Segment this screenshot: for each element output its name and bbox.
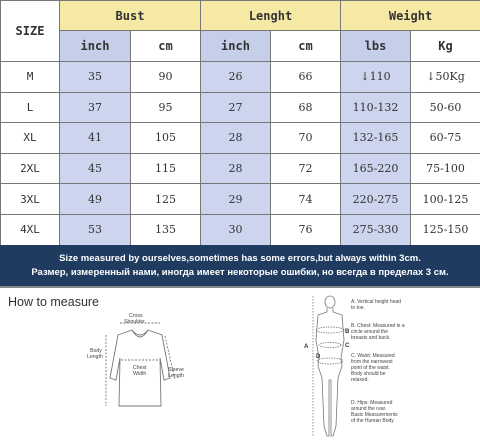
label-cross: Cross [129, 313, 143, 319]
notice-russian: Размер, измеренный нами, иногда имеет некоторые ошибки, но всегда в пределах 3 см. [31, 267, 449, 278]
how-to-measure-panel [0, 286, 480, 441]
note-b-line1: B. Chest: Measured in a [351, 323, 405, 329]
table-row [1, 184, 480, 215]
letter-b: B [345, 329, 350, 335]
length-cm-cell: 76 [271, 214, 341, 245]
size-cell: M [1, 62, 60, 93]
bust-cm-cell: 95 [131, 92, 201, 123]
body-figure [313, 296, 344, 437]
label-body: Body [90, 348, 102, 354]
size-cell: 2XL [1, 153, 60, 184]
note-b-line3: breasts and back. [351, 335, 391, 341]
weight-kg-cell: ↓50Kg [411, 62, 480, 93]
label-width: Width [133, 371, 147, 377]
weight-lbs-cell: 110-132 [341, 92, 411, 123]
length-cm-cell: 68 [271, 92, 341, 123]
bust-inch-cell: 45 [60, 153, 131, 184]
table-row [1, 123, 480, 154]
bust-inch-cell: 35 [60, 62, 131, 93]
note-d-line1: D. Hips: Measured [351, 400, 393, 406]
note-c-line2: from the narrowest [351, 359, 393, 365]
note-a-line1: A. Vertical height head [351, 299, 402, 305]
length-cm-cell: 74 [271, 184, 341, 215]
note-c-line5: relaxed. [351, 377, 369, 383]
length-inch-cell: 29 [201, 184, 271, 215]
header-length: Lenght [201, 1, 341, 31]
note-b-line2: circle around the [351, 329, 388, 335]
measure-notes [351, 299, 405, 424]
weight-lbs-cell: 275-330 [341, 214, 411, 245]
label-chest: Chest [133, 365, 147, 371]
waist-circle [319, 343, 341, 348]
notice-english: Size measured by ourselves,sometimes has some errors,but always within 3cm. [59, 253, 421, 264]
table-row [1, 153, 480, 184]
head-icon [325, 296, 335, 308]
label-sleeve-length: Length [168, 373, 184, 379]
letter-a: A [304, 344, 309, 350]
note-d-line4: of the Human Body [351, 418, 394, 424]
measurement-notice [0, 245, 480, 286]
bust-inch-cell: 41 [60, 123, 131, 154]
bust-inch-cell: 53 [60, 214, 131, 245]
bust-inch-cell: 37 [60, 92, 131, 123]
length-inch-cell: 26 [201, 62, 271, 93]
header-bust: Bust [60, 1, 201, 31]
bust-cm-cell: 125 [131, 184, 201, 215]
weight-kg-cell: 60-75 [411, 123, 480, 154]
weight-kg-cell: 100-125 [411, 184, 480, 215]
chest-circle [316, 327, 344, 333]
length-cm-cell: 72 [271, 153, 341, 184]
body-outline-icon [316, 308, 344, 436]
weight-lbs-cell: 220-275 [341, 184, 411, 215]
length-inch-cell: 30 [201, 214, 271, 245]
weight-lbs-cell: 132-165 [341, 123, 411, 154]
table-row [1, 62, 480, 93]
bust-inch-cell: 49 [60, 184, 131, 215]
unit-weight-lbs: lbs [341, 31, 411, 62]
note-a-line2: to toe. [351, 305, 365, 311]
size-cell: 3XL [1, 184, 60, 215]
weight-lbs-cell: 165-220 [341, 153, 411, 184]
unit-length-inch: inch [201, 31, 271, 62]
length-inch-cell: 28 [201, 123, 271, 154]
label-body-length: Length [87, 354, 103, 360]
hips-circle [317, 358, 343, 364]
length-cm-cell: 66 [271, 62, 341, 93]
how-to-measure-title: How to measure [8, 295, 100, 309]
length-inch-cell: 27 [201, 92, 271, 123]
unit-length-cm: cm [271, 31, 341, 62]
weight-kg-cell: 75-100 [411, 153, 480, 184]
unit-weight-kg: Kg [411, 31, 480, 62]
note-d-line2: around the rear. [351, 406, 387, 412]
header-row-units [1, 31, 480, 62]
label-shoulder: Shoulder [124, 319, 145, 325]
weight-kg-cell: 125-150 [411, 214, 480, 245]
header-size: SIZE [1, 1, 60, 62]
label-sleeve: Sleeve [168, 367, 184, 373]
bust-cm-cell: 105 [131, 123, 201, 154]
table-row [1, 92, 480, 123]
measurement-diagrams [0, 288, 480, 441]
header-row-groups [1, 1, 480, 31]
note-d-line3: Basic Measurements [351, 412, 398, 418]
note-c-line4: Body should be [351, 371, 386, 377]
unit-bust-inch: inch [60, 31, 131, 62]
header-weight: Weight [341, 1, 480, 31]
weight-lbs-cell: ↓110 [341, 62, 411, 93]
unit-bust-cm: cm [131, 31, 201, 62]
bust-cm-cell: 135 [131, 214, 201, 245]
bust-cm-cell: 90 [131, 62, 201, 93]
weight-kg-cell: 50-60 [411, 92, 480, 123]
size-cell: 4XL [1, 214, 60, 245]
letter-c: C [345, 343, 350, 349]
shirt-collar-icon [132, 330, 148, 337]
length-cm-cell: 70 [271, 123, 341, 154]
letter-d: D [316, 354, 321, 360]
size-cell: XL [1, 123, 60, 154]
note-c-line3: point of the waist. [351, 365, 390, 371]
length-inch-cell: 28 [201, 153, 271, 184]
table-row [1, 214, 480, 245]
size-cell: L [1, 92, 60, 123]
bust-cm-cell: 115 [131, 153, 201, 184]
note-c-line1: C. Waist: Measured [351, 353, 395, 359]
